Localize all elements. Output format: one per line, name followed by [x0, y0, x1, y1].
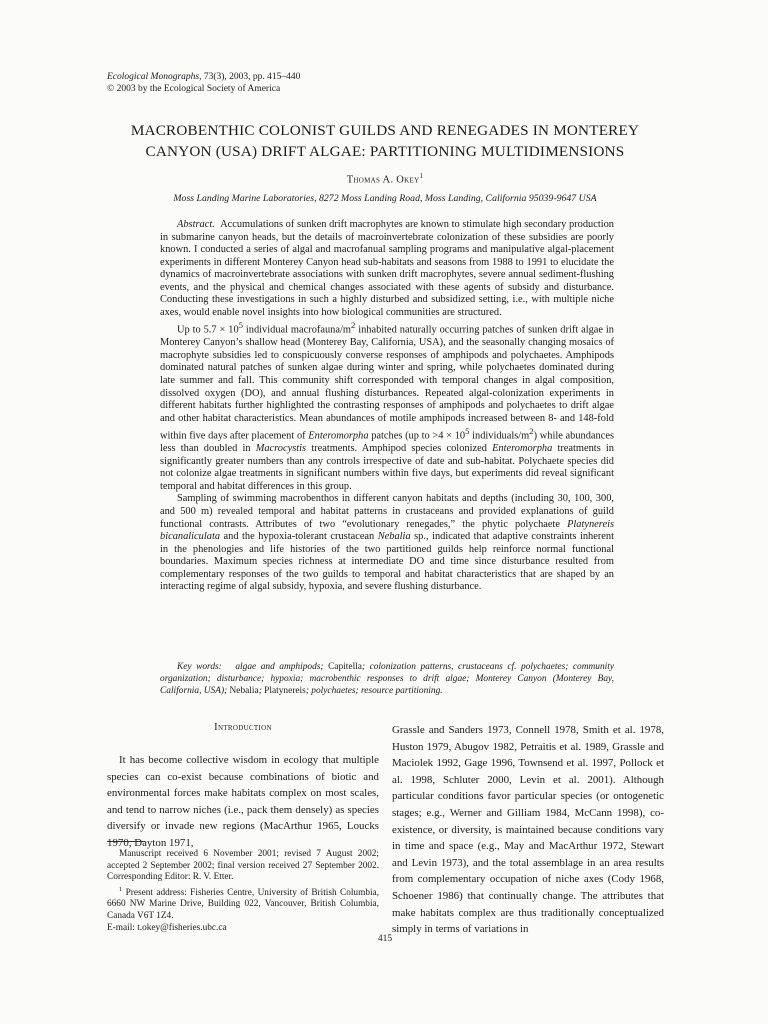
footnotes — [107, 849, 379, 934]
genus-name: Nebalia — [377, 531, 411, 543]
footnote-mark: 1 — [119, 885, 123, 893]
email-note: E-mail: t.okey@fisheries.ubc.ca — [107, 922, 227, 933]
footnote-divider — [107, 841, 145, 842]
keyword-genus: Nebalia — [229, 686, 259, 696]
paper-title — [90, 120, 680, 162]
abstract-label: Abstract. — [177, 219, 215, 230]
journal-citation — [107, 71, 667, 95]
keyword-genus: Platynereis — [264, 686, 306, 696]
abstract-text-2h: treatments in significantly greater numbers than any controls irrespective of date and sub-habitat. Polychaete species did not colonize algae treatments in significant numbers within five days, but experiments did reveal significant temporal and habitat differences in this group. — [160, 443, 614, 492]
keyword: ; polychaetes; resource partitioning. — [305, 686, 443, 696]
abstract-text-3b: and the hypoxia-tolerant crustacean — [220, 531, 378, 543]
section-heading-introduction: Introduction — [214, 722, 272, 733]
abstract-text-1: Accumulations of sunken drift macrophytes are known to stimulate high secondary production in submarine canyon heads, but the details of macroinvertebrate colonization of these subsidies are poorly known. I conducted a series of algal and macrofanual sampling programs and manipulative algal-placement experiments in different Monterey Canyon head sub-habitats and seasons from 1988 to 1991 to elucidate the dynamics of macroinvertebrate associations with sunken drift macrophytes, severe annual sediment-flushing events, and the physical and chemical changes associated with these agents of subsidy and disturbance. Conducting these investigations in such a highly disturbed and subsidized setting, i.e., with multiple niche axes, would enable novel insights into how biological communities are structured. — [160, 219, 615, 318]
abstract-text-2c: inhabited naturally occurring patches of sunken drift algae in Monterey Canyon’s shallow head (Monterey Bay, California, USA), and the seasonally changing mosaics of macrophyte subsidies led to conspicuously converse responses of amphipods and polychaetes. Amphipods dominated natural patches of sunken algae during winter and spring, while polychaetes dominated during late summer and fall. This community shift corresponded with temporal changes in algal composition, dissolved oxygen (DO), and annual flushing disturbances. Repeated algal-colonization experiments in different habitats further highlighted the contrasting responses of amphipods and polychaetes to drift algae and other habitat characteristics. Mean abundances of motile amphipods increased between 8- and 148-fold within five days after placement of — [160, 324, 614, 442]
abstract-text-2g: treatments. Amphipod species colonized — [306, 443, 493, 455]
author — [200, 172, 570, 186]
genus-name: Enteromorpha — [308, 430, 369, 442]
right-column — [392, 722, 664, 938]
keyword: ; colonization patterns, crustaceans cf. polychaetes; community organization; disturbance; hypoxia; macrobenthic responses to drift algae; Monterey Canyon (Monterey Bay, California, USA); — [160, 662, 615, 696]
abstract-paragraph-3 — [160, 493, 614, 593]
present-address-note — [107, 884, 379, 923]
citation-details: , 73(3), 2003, pp. 415–440 — [199, 72, 301, 82]
keyword-genus: Capitella — [328, 662, 362, 672]
left-column — [107, 722, 379, 852]
title-line-2: CANYON (USA) DRIFT ALGAE: PARTITIONING MULTIDIMENSIONS — [145, 143, 625, 160]
exponent: 5 — [238, 320, 243, 331]
abstract-paragraph-2 — [160, 319, 614, 493]
keywords — [160, 661, 614, 697]
abstract-text-3c: sp., indicated that adaptive constraints inherent in the phenologies and life histories of the two partitioned guilds help reinforce normal functional boundaries. Maximum species richness at intermediate DO and time since disturbance resulted from complementary responses of the two guilds to temporal and habitat characteristics that are shaped by an interacting regime of algal subsidy, hypoxia, and severe flushing disturbance. — [160, 531, 614, 593]
journal-name: Ecological Monographs — [107, 72, 200, 82]
abstract-text-3a: Sampling of swimming macrobenthos in different canyon habitats and depths (including 30, 100, 300, and 500 m) revealed temporal and habitat patterns in crustaceans and provided explanations of guild functional contrasts. Attributes of two “evolutionary renegades,” the phytic polychaete — [160, 493, 614, 530]
abstract-text-2f: ) while abundances less than doubled in — [160, 430, 614, 455]
present-address-text: Present address: Fisheries Centre, University of British Columbia, 6660 NW Marine Drive, Building 022, Vancouver, British Columbia, Canada V6T 1Z4. — [107, 887, 379, 922]
keyword: ; — [258, 686, 262, 696]
abstract-text-2d: patches (up to >4 × 10 — [368, 430, 466, 442]
exponent: 2 — [529, 426, 534, 437]
genus-name: Macrocystis — [255, 443, 307, 455]
affiliation: Moss Landing Marine Laboratories, 8272 Moss Landing Road, Moss Landing, California 95039-9647 USA — [173, 193, 597, 204]
manuscript-note: Manuscript received 6 November 2001; revised 7 August 2002; accepted 2 September 2002; final version received 27 September 2002. Corresponding Editor: R. V. Etter. — [107, 849, 379, 883]
author-footnote-mark: 1 — [419, 172, 424, 180]
abstract-text-2a: Up to 5.7 × 10 — [177, 324, 239, 336]
abstract-text-2b: individual macrofauna/m — [242, 324, 351, 336]
title-line-1: MACROBENTHIC COLONIST GUILDS AND RENEGADES IN MONTEREY — [130, 122, 640, 139]
exponent: 5 — [465, 426, 470, 437]
intro-paragraph-left: It has become collective wisdom in ecology that multiple species can co-exist because combinations of biotic and environmental forces make habitats complex on most scales, and tend to narrow niches (i.e., pack them densely) as species diversify or invade new regions (MacArthur 1965, Loucks 1970, Dayton 1971, — [107, 754, 379, 849]
page-number: 415 — [377, 934, 393, 944]
genus-name: Enteromorpha — [492, 443, 553, 455]
keyword: algae and amphipods; — [235, 662, 324, 672]
intro-paragraph-right: Grassle and Sanders 1973, Connell 1978, Smith et al. 1978, Huston 1979, Abugov 1982, Petraitis et al. 1989, Grassle and Maciolek 1992, Gage 1996, Townsend et al. 1997, Pollock et al. 1998, Schluter 2000, Levin et al. 2001). Although particular conditions favor particular species (or ontogenetic stages; e.g., Werner and Gilliam 1984, McCann 1998), co-existence, or diversity, is maintained because conditions vary in time and space (e.g., May and MacArthur 1972, Stewart and Levin 1973), and the total assemblage in an area results from complementary occupation of niche axes (Cody 1968, Schoener 1986) that continually change. The attributes that make habitats complex are thus traditionally conceptualized simply in terms of variations in — [392, 724, 664, 936]
abstract — [160, 219, 614, 594]
keywords-label: Key words: — [177, 662, 222, 672]
abstract-text-2e: individuals/m — [469, 430, 530, 442]
abstract-paragraph-1 — [160, 219, 614, 319]
citation-line — [107, 71, 667, 83]
species-name: Platynereis bicanaliculata — [160, 518, 614, 543]
exponent: 2 — [350, 320, 356, 331]
author-name: Thomas A. Okey — [346, 174, 420, 186]
copyright-line: © 2003 by the Ecological Society of America — [107, 84, 281, 94]
